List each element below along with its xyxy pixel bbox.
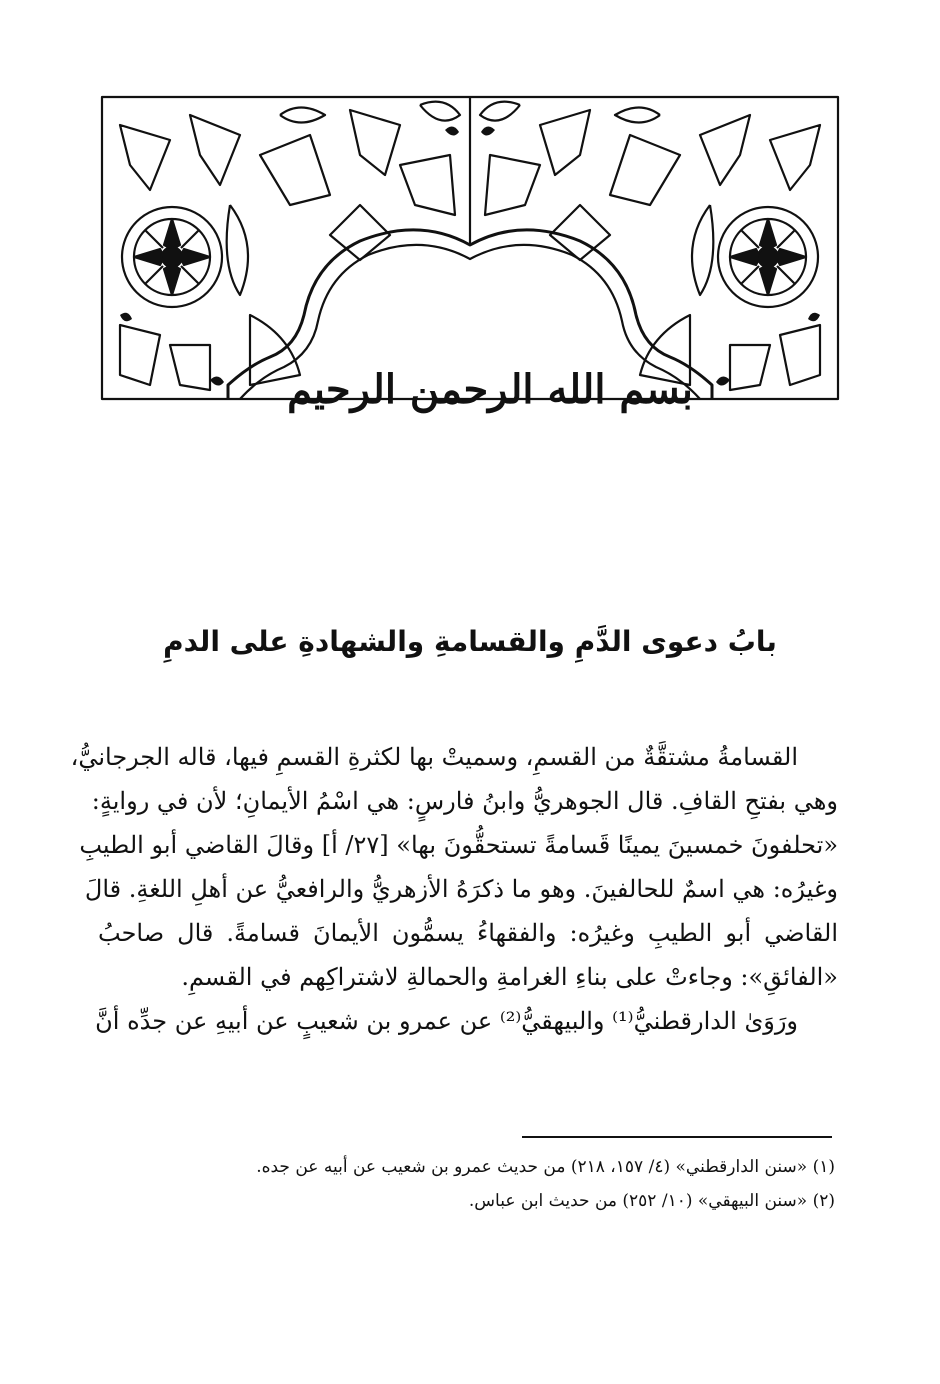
text-line: «الفائقِ»: وجاءتْ على بناءِ الغرامةِ والحمالةِ لاشتراكِهم في القسمِ. [181, 963, 838, 991]
text-line: ورَوَىٰ الدارقطنيُّ⁽¹⁾ والبيهقيُّ⁽²⁾ عن عمرو بن شعيبٍ عن أبيهِ عن جدِّه أنَّ [95, 1007, 798, 1035]
footnote-separator [522, 1136, 832, 1138]
text-line: القسامةُ مشتقَّةٌ من القسمِ، وسميتْ بها لكثرةِ القسمِ فيها، قاله الجرجانيُّ، [70, 743, 798, 771]
basmala-calligraphy: بسم الله الرحمن الرحيم [287, 366, 693, 413]
footnote-item: (٢) «سنن البيهقي» (١٠/ ٢٥٢) من حديث ابن عباس. [468, 1191, 835, 1211]
main-text-block [70, 735, 838, 1043]
chapter-title: بابُ دعوى الدَّمِ والقسامةِ والشهادةِ على الدمِ [163, 625, 777, 658]
text-line: «تحلفونَ خمسينَ يمينًا قَسامةً تستحقُّونَ بها» [٢٧/ أ] وقالَ القاضي أبو الطيبِ [79, 831, 838, 859]
text-line: وغيرُه: هي اسمٌ للحالفينَ. وهو ما ذكرَهُ الأزهريُّ والرافعيُّ عن أهلِ اللغةِ. قالَ [84, 875, 838, 903]
footnotes [120, 1150, 835, 1218]
footnote-item: (١) «سنن الدارقطني» (٤/ ١٥٧، ٢١٨) من حديث عمرو بن شعيب عن أبيه عن جده. [256, 1157, 835, 1177]
text-line: القاضي أبو الطيبِ وغيرُه: والفقهاءُ يسمُّون الأيمانَ قسامةً. قال صاحبُ [98, 919, 838, 947]
text-line: وهي بفتحِ القافِ. قال الجوهريُّ وابنُ فارسٍ: هي اسْمُ الأيمانِ؛ لأن في روايةٍ: [91, 787, 838, 815]
